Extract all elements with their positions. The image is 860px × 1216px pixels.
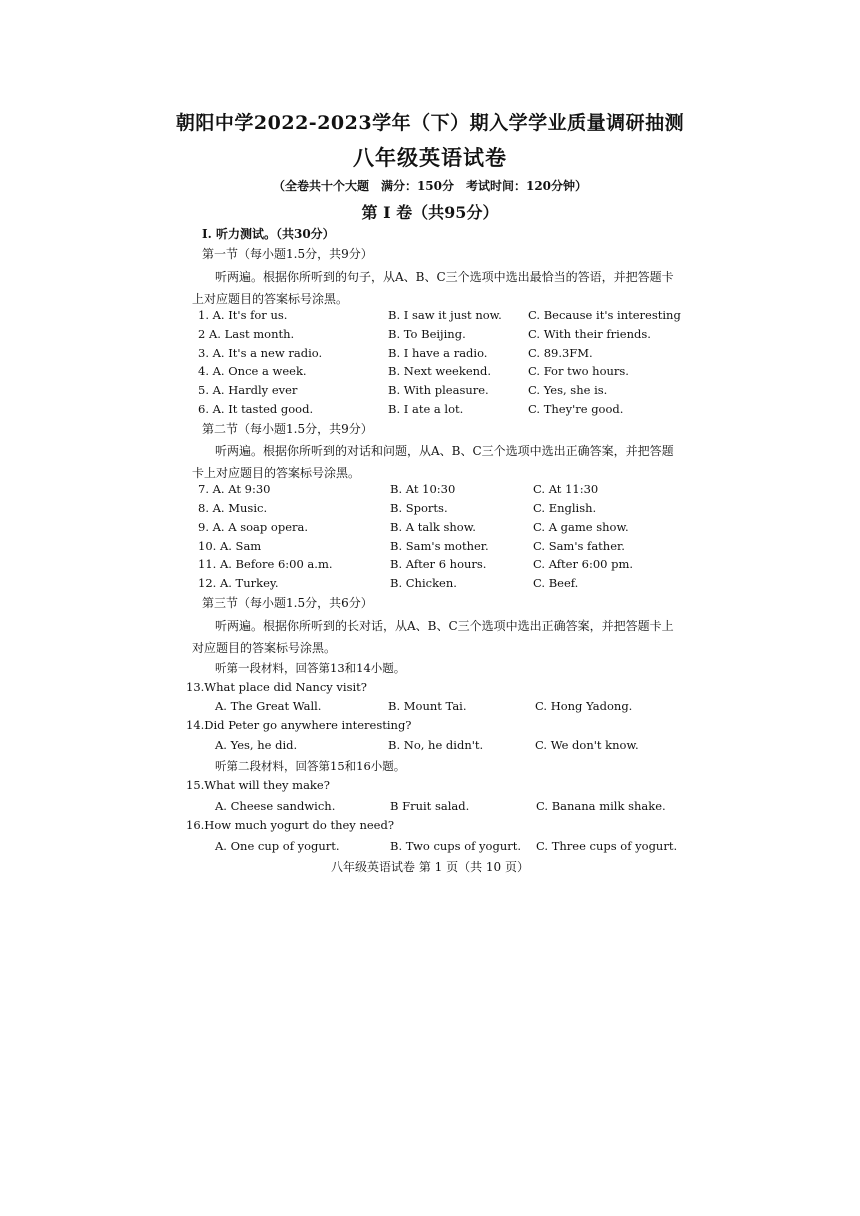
option-b: B. No, he didn't. <box>388 738 484 752</box>
instruction: 听两遍。根据你所听到的对话和问题，从A、B、C三个选项中选出正确答案，并把答题 <box>215 444 674 458</box>
question: 15.What will they make? <box>186 778 330 792</box>
option-a: 5. A. Hardly ever <box>198 383 298 397</box>
option-a: 10. A. Sam <box>198 539 262 553</box>
option-b: B. Mount Tai. <box>388 699 467 713</box>
option-c: C. Yes, she is. <box>528 383 608 397</box>
option-b: B. Chicken. <box>390 576 457 590</box>
option-a: 4. A. Once a week. <box>198 364 307 378</box>
option-b: B. I have a radio. <box>388 346 488 360</box>
material-note: 听第一段材料，回答第13和14小题。 <box>215 661 406 675</box>
instruction: 听两遍。根据你所听到的长对话，从A、B、C三个选项中选出正确答案，并把答题卡上 <box>215 619 674 633</box>
question: 16.How much yogurt do they need? <box>186 818 394 832</box>
option-c: C. After 6:00 pm. <box>533 557 634 571</box>
option-b: B. At 10:30 <box>390 482 456 496</box>
subsection-title: 第一节（每小题1.5分，共9分） <box>202 247 373 261</box>
instruction: 上对应题目的答案标号涂黑。 <box>192 292 349 306</box>
option-a: 9. A. A soap opera. <box>198 520 309 534</box>
option-a: 6. A. It tasted good. <box>198 402 314 416</box>
question: 14.Did Peter go anywhere interesting? <box>186 718 412 732</box>
option-b: B. Sports. <box>390 501 448 515</box>
option-c: C. Beef. <box>533 576 579 590</box>
option-a: 11. A. Before 6:00 a.m. <box>198 557 333 571</box>
option-a: A. One cup of yogurt. <box>215 839 340 853</box>
option-a: 2 A. Last month. <box>198 327 295 341</box>
option-c: C. A game show. <box>533 520 629 534</box>
option-c: C. We don't know. <box>535 738 639 752</box>
exam-subtitle: 八年级英语试卷 <box>353 145 507 170</box>
option-a: 3. A. It's a new radio. <box>198 346 323 360</box>
option-a: A. Yes, he did. <box>215 738 298 752</box>
option-c: C. Sam's father. <box>533 539 625 553</box>
option-a: 7. A. At 9:30 <box>198 482 271 496</box>
option-b: B. I ate a lot. <box>388 402 464 416</box>
material-note: 听第二段材料，回答第15和16小题。 <box>215 759 406 773</box>
option-c: C. They're good. <box>528 402 624 416</box>
option-b: B. Sam's mother. <box>390 539 489 553</box>
part-heading: 第 I 卷（共95分） <box>361 203 499 222</box>
instruction: 听两遍。根据你所听到的句子，从A、B、C三个选项中选出最恰当的答语，并把答题卡 <box>215 270 674 284</box>
exam-title: 朝阳中学2022-2023学年（下）期入学学业质量调研抽测 <box>175 112 685 134</box>
instruction: 对应题目的答案标号涂黑。 <box>192 641 337 655</box>
option-c: C. Because it's interesting <box>528 308 681 322</box>
option-c: C. English. <box>533 501 597 515</box>
option-b: B. After 6 hours. <box>390 557 487 571</box>
instruction: 卡上对应题目的答案标号涂黑。 <box>192 466 361 480</box>
option-b: B. A talk show. <box>390 520 476 534</box>
option-b: B. To Beijing. <box>388 327 466 341</box>
option-c: C. With their friends. <box>528 327 651 341</box>
option-a: 8. A. Music. <box>198 501 268 515</box>
option-c: C. Banana milk shake. <box>536 799 666 813</box>
option-b: B Fruit salad. <box>390 799 470 813</box>
option-c: C. For two hours. <box>528 364 629 378</box>
subsection-title: 第二节（每小题1.5分，共9分） <box>202 422 373 436</box>
option-b: B. With pleasure. <box>388 383 489 397</box>
option-b: B. I saw it just now. <box>388 308 502 322</box>
option-c: C. Hong Yadong. <box>535 699 633 713</box>
option-a: 12. A. Turkey. <box>198 576 279 590</box>
option-a: A. The Great Wall. <box>215 699 322 713</box>
option-b: B. Next weekend. <box>388 364 492 378</box>
option-b: B. Two cups of yogurt. <box>390 839 522 853</box>
subsection-title: 第三节（每小题1.5分，共6分） <box>202 596 373 610</box>
option-c: C. Three cups of yogurt. <box>536 839 678 853</box>
option-a: A. Cheese sandwich. <box>215 799 336 813</box>
exam-meta: （全卷共十个大题 满分：150分 考试时间：120分钟） <box>272 179 588 193</box>
question: 13.What place did Nancy visit? <box>186 680 367 694</box>
section-heading: I. 听力测试。（共30分） <box>202 227 335 241</box>
page-footer: 八年级英语试卷 第 1 页（共 10 页） <box>331 860 529 874</box>
option-c: C. 89.3FM. <box>528 346 593 360</box>
option-a: 1. A. It's for us. <box>198 308 288 322</box>
option-c: C. At 11:30 <box>533 482 599 496</box>
